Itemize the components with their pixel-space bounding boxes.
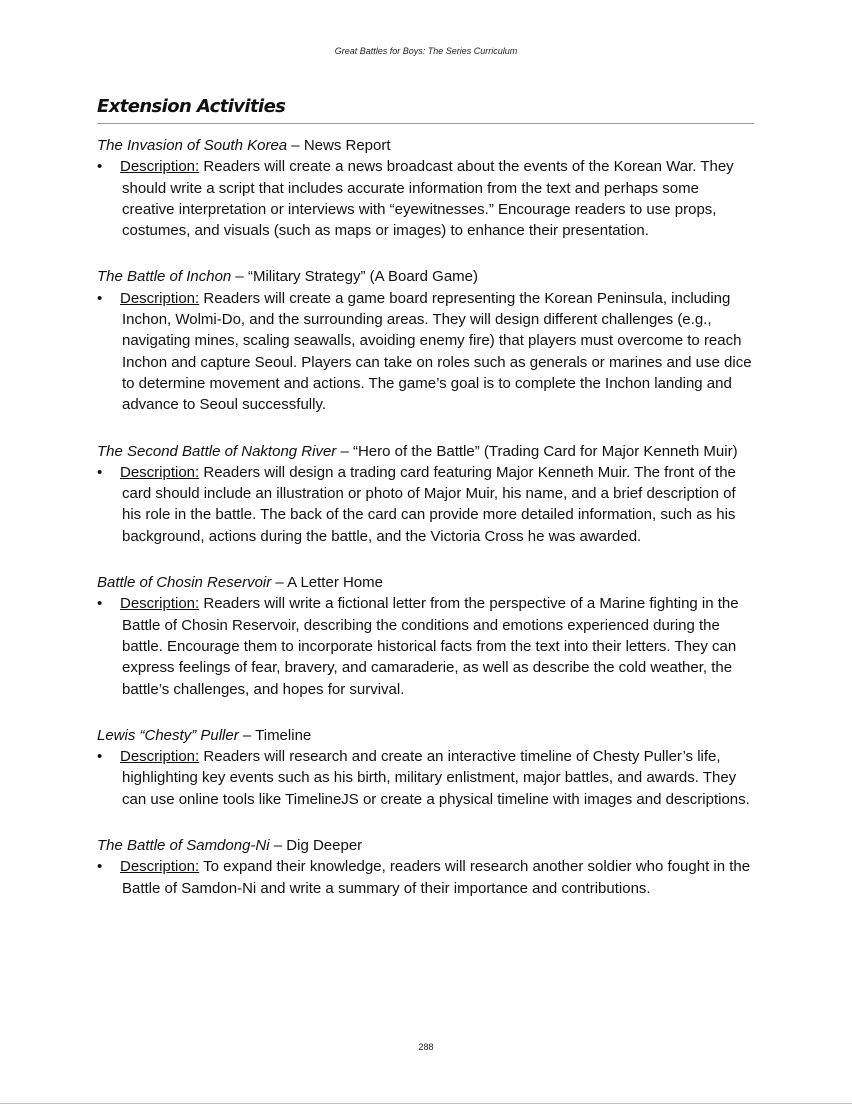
bullet-icon: • bbox=[97, 595, 103, 613]
running-header: Great Battles for Boys: The Series Curriculum bbox=[334, 46, 518, 56]
activity-description bbox=[97, 462, 754, 547]
activity-title: Lewis “Chesty” Puller bbox=[97, 726, 239, 744]
description-label: Description: bbox=[120, 858, 200, 876]
activity-separator: – bbox=[238, 726, 256, 744]
bullet-icon: • bbox=[97, 463, 103, 481]
activity-type: “Hero of the Battle” (Trading Card for Major Kenneth Muir) bbox=[352, 442, 738, 460]
activity-title: The Battle of Samdong-Ni bbox=[97, 837, 270, 855]
activity-item bbox=[97, 835, 754, 899]
activity-heading bbox=[97, 135, 754, 156]
activity-title: Battle of Chosin Reservoir bbox=[97, 574, 272, 592]
activity-heading bbox=[97, 441, 754, 462]
description-text: Readers will create a news broadcast about the events of the Korean War. They should write a script that includes accurate information from the text and perhaps some creative interpretation or interviews with “eyewitnesses.” Encourage readers to use props, costumes, and visuals (such as maps or images) to enhance their presentation. bbox=[122, 158, 734, 240]
activity-separator: – bbox=[287, 137, 304, 154]
activity-type: Dig Deeper bbox=[286, 837, 363, 855]
section-title: Extension Activities bbox=[97, 96, 286, 117]
bullet-icon: • bbox=[97, 858, 103, 876]
description-text: Readers will write a fictional letter from the perspective of a Marine fighting in the Battle of Chosin Reservoir, describing the conditions and emotions experienced during the battle. Encourage them to incorporate historical facts from the text into their letters. They can express feelings of fear, bravery, and camaraderie, as well as describe the cold weather, the battle’s challenges, and hopes for survival. bbox=[122, 595, 739, 698]
activity-description bbox=[97, 856, 754, 899]
activity-separator: – bbox=[336, 442, 353, 460]
title-underline-rule bbox=[97, 123, 754, 124]
activity-item bbox=[97, 266, 754, 415]
bullet-icon: • bbox=[97, 748, 103, 766]
activity-separator: – bbox=[271, 574, 288, 592]
description-label: Description: bbox=[120, 158, 200, 176]
description-label: Description: bbox=[120, 748, 200, 766]
activity-heading bbox=[97, 835, 754, 856]
description-text: To expand their knowledge, readers will research another soldier who fought in the Battle of Samdon-Ni and write a summary of their importance and contributions. bbox=[122, 858, 751, 897]
activity-item bbox=[97, 725, 754, 810]
page-bottom-edge bbox=[0, 1103, 852, 1104]
activity-description bbox=[97, 746, 754, 810]
activity-title: The Invasion of South Korea bbox=[97, 137, 288, 154]
activity-type: Timeline bbox=[255, 726, 312, 744]
activity-description bbox=[97, 593, 754, 699]
description-text: Readers will design a trading card featuring Major Kenneth Muir. The front of the card should include an illustration or photo of Major Muir, his name, and a brief description of his role in the battle. The back of the card can provide more detailed information, such as his background, actions during the battle, and the Victoria Cross he was awarded. bbox=[122, 463, 736, 545]
activity-separator: – bbox=[269, 837, 287, 855]
activity-title: The Second Battle of Naktong River bbox=[97, 442, 337, 460]
description-label: Description: bbox=[120, 595, 200, 613]
activity-type: News Report bbox=[303, 137, 391, 154]
activity-separator: – bbox=[231, 268, 248, 286]
activity-description bbox=[97, 156, 754, 241]
activity-heading bbox=[97, 266, 754, 287]
description-label: Description: bbox=[120, 289, 200, 307]
activity-item bbox=[97, 135, 754, 241]
page-number: 288 bbox=[418, 1042, 434, 1052]
activity-heading bbox=[97, 725, 754, 746]
activity-type: A Letter Home bbox=[287, 574, 383, 592]
description-text: Readers will create a game board representing the Korean Peninsula, including Inchon, Wolmi-Do, and the surrounding areas. They will design different challenges (e.g., navigating mines, scaling seawalls, avoiding enemy fire) that players must overcome to reach Inchon and capture Seoul. Players can take on roles such as generals or marines and use dice to determine movement and actions. The game’s goal is to complete the Inchon landing and advance to Seoul successfully. bbox=[122, 289, 752, 414]
description-label: Description: bbox=[120, 463, 200, 481]
description-text: Readers will research and create an interactive timeline of Chesty Puller’s life, highlighting key events such as his birth, military enlistment, major battles, and awards. They can use online tools like TimelineJS or create a physical timeline with images and descriptions. bbox=[122, 748, 750, 808]
activity-title: The Battle of Inchon bbox=[97, 268, 232, 286]
activity-heading bbox=[97, 572, 754, 593]
activity-item bbox=[97, 441, 754, 547]
activity-type: “Military Strategy” (A Board Game) bbox=[247, 268, 479, 286]
activity-description bbox=[97, 288, 754, 416]
activities-list bbox=[97, 135, 754, 924]
bullet-icon: • bbox=[97, 289, 103, 307]
bullet-icon: • bbox=[97, 158, 103, 176]
activity-item bbox=[97, 572, 754, 700]
